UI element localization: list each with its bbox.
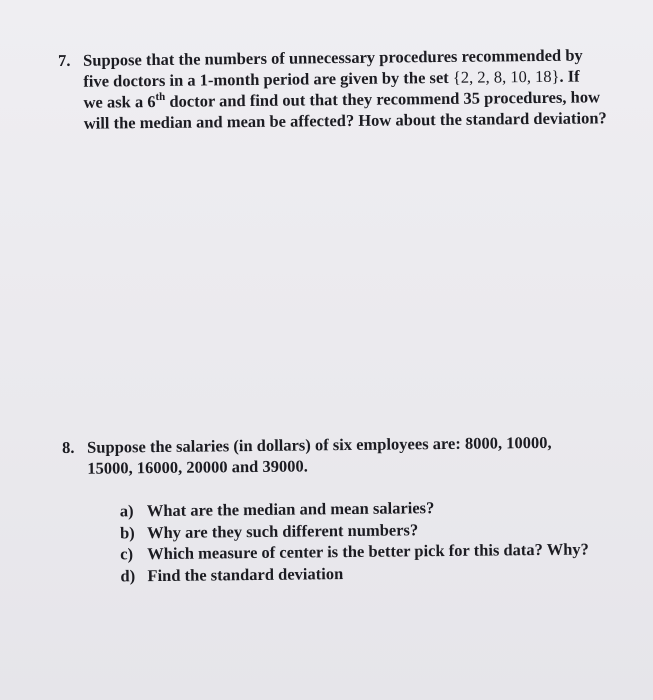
part-d [120, 560, 623, 587]
question-7-line-4: will the median and mean be affected? How about the standard deviation? [83, 108, 607, 133]
ordinal-superscript: th [155, 90, 166, 103]
question-7-line-3-end: doctor and find out that they recommend 35 procedures, how [165, 87, 601, 111]
part-a-text: What are the median and mean salaries? [146, 498, 435, 521]
question-8-parts [120, 495, 624, 586]
question-8-line-1: Suppose the salaries (in dollars) of six employees are: 8000, 10000, [87, 432, 552, 457]
question-8-text [87, 431, 624, 587]
question-8 [62, 431, 624, 587]
part-b-text: Why are they such different numbers? [146, 519, 419, 542]
question-8-number: 8. [62, 437, 75, 457]
part-c-text: Which measure of center is the better pick for this data? Why? [147, 539, 589, 564]
question-7-line-1: Suppose that the numbers of unnecessary procedures recommended by [83, 45, 583, 70]
question-7-line-2-text: five doctors in a 1-month period are given by the set [83, 67, 453, 91]
part-d-text: Find the standard deviation [147, 563, 344, 585]
question-7-text [83, 44, 619, 134]
part-b-letter: b) [119, 522, 135, 542]
question-7-line-3-text: we ask a 6 [83, 91, 156, 112]
part-c-letter: c) [120, 544, 134, 564]
question-8-line-2: 15000, 16000, 20000 and 39000. [87, 456, 308, 478]
question-7 [58, 44, 619, 134]
question-7-number: 7. [58, 50, 71, 70]
part-a-letter: a) [119, 501, 134, 521]
data-set: {2, 2, 8, 10, 18} [452, 66, 560, 87]
part-d-letter: d) [120, 565, 136, 585]
question-7-line-2-end: . If [559, 66, 580, 86]
